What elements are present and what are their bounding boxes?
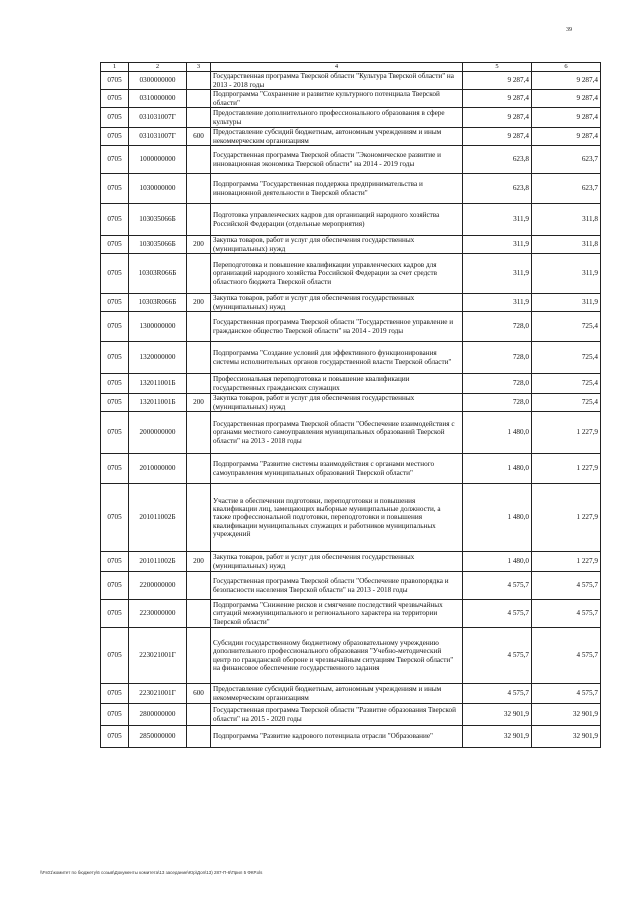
table-row (101, 146, 601, 174)
table-row (101, 174, 601, 204)
code-cell: 0310000000 (129, 90, 187, 108)
table-row (101, 704, 601, 726)
value-cell-5: 728,0 (463, 394, 532, 412)
page-number: 39 (566, 27, 572, 33)
name-cell: Подпрограмма "Сохранение и развитие культурного потенциала Тверской области" (211, 90, 463, 108)
code-cell: 1030000000 (129, 174, 187, 204)
value-cell-5: 9 287,4 (463, 108, 532, 128)
name-cell: Подготовка управленческих кадров для организаций народного хозяйства Российской Федерации (отдельные мероприятия) (211, 204, 463, 236)
header-col-6: 6 (532, 63, 601, 72)
section-cell: 0705 (101, 174, 129, 204)
name-cell: Предоставление субсидий бюджетным, автономным учреждениям и иным некоммерческим организациям (211, 128, 463, 146)
table-row (101, 128, 601, 146)
code-cell: 0300000000 (129, 72, 187, 90)
file-path-footer: \\Fs01\комитет по бюджету\6 созыв\Документы комитета\13 заседание\Юр\Доп\13) 287-П-6\Прил 5 ФКР.xls (40, 870, 263, 875)
section-cell: 0705 (101, 726, 129, 748)
name-cell: Государственная программа Тверской области "Культура Тверской области" на 2013 - 2018 годы (211, 72, 463, 90)
value-cell-5: 1 480,0 (463, 454, 532, 484)
table-row (101, 684, 601, 704)
table-row (101, 600, 601, 628)
type-cell (187, 90, 211, 108)
value-cell-6: 725,4 (532, 374, 601, 394)
value-cell-5: 311,9 (463, 294, 532, 312)
name-cell: Государственная программа Тверской области "Обеспечение правопорядка и безопасности населения Тверской области" на 2013 - 2018 годы (211, 572, 463, 600)
name-cell: Государственная программа Тверской области "Экономическое развитие и инновационная экономика Тверской области" на 2014 - 2019 годы (211, 146, 463, 174)
code-cell: 1320000000 (129, 342, 187, 374)
type-cell (187, 572, 211, 600)
type-cell (187, 342, 211, 374)
type-cell (187, 484, 211, 552)
table-header-row (101, 63, 601, 72)
header-col-2: 2 (129, 63, 187, 72)
type-cell (187, 312, 211, 342)
section-cell: 0705 (101, 628, 129, 684)
value-cell-5: 728,0 (463, 374, 532, 394)
type-cell (187, 374, 211, 394)
value-cell-6: 32 901,9 (532, 704, 601, 726)
name-cell: Профессиональная переподготовка и повышение квалификации государственных гражданских служащих (211, 374, 463, 394)
name-cell: Субсидии государственному бюджетному образовательному учреждению дополнительного профессионального образования "Учебно-методический центр по гражданской обороне и чрезвычайным ситуациям Тверской области" на финансовое обеспечение государственного задания (211, 628, 463, 684)
table-row (101, 454, 601, 484)
value-cell-6: 9 287,4 (532, 72, 601, 90)
section-cell: 0705 (101, 684, 129, 704)
type-cell (187, 72, 211, 90)
name-cell: Подпрограмма "Развитие кадрового потенциала отрасли "Образование" (211, 726, 463, 748)
code-cell: 2850000000 (129, 726, 187, 748)
value-cell-6: 623,7 (532, 146, 601, 174)
value-cell-5: 311,9 (463, 254, 532, 294)
name-cell: Переподготовка и повышение квалификации управленческих кадров для организаций народного хозяйства Российской Федерации за счет средств областного бюджета Тверской области (211, 254, 463, 294)
header-col-4: 4 (211, 63, 463, 72)
section-cell: 0705 (101, 294, 129, 312)
section-cell: 0705 (101, 454, 129, 484)
name-cell: Государственная программа Тверской области "Обеспечение взаимодействия с органами местного самоуправления муниципальных образований Тверской области" на 2013 - 2018 годы (211, 412, 463, 454)
value-cell-5: 1 480,0 (463, 484, 532, 552)
table-row (101, 342, 601, 374)
name-cell: Государственная программа Тверской области "Государственное управление и гражданское общество Тверской области" на 2014 - 2019 годы (211, 312, 463, 342)
section-cell: 0705 (101, 342, 129, 374)
section-cell: 0705 (101, 108, 129, 128)
table-row (101, 412, 601, 454)
value-cell-6: 311,8 (532, 204, 601, 236)
type-cell: 200 (187, 236, 211, 254)
value-cell-5: 9 287,4 (463, 128, 532, 146)
type-cell: 600 (187, 128, 211, 146)
value-cell-6: 1 227,9 (532, 484, 601, 552)
type-cell: 200 (187, 552, 211, 572)
section-cell: 0705 (101, 72, 129, 90)
value-cell-5: 32 901,9 (463, 726, 532, 748)
code-cell: 2200000000 (129, 572, 187, 600)
value-cell-5: 4 575,7 (463, 600, 532, 628)
code-cell: 2010000000 (129, 454, 187, 484)
value-cell-6: 725,4 (532, 342, 601, 374)
table-row (101, 552, 601, 572)
value-cell-5: 32 901,9 (463, 704, 532, 726)
name-cell: Подпрограмма "Государственная поддержка предпринимательства и инновационной деятельности в Тверской области" (211, 174, 463, 204)
code-cell: 103035066Б (129, 204, 187, 236)
name-cell: Участие в обеспечении подготовки, переподготовки и повышения квалификации лиц, замещающих выборные муниципальные должности, а также профессиональной подготовки, переподготовки и повышения квалификации муниципальных служащих и работников муниципальных учреждений (211, 484, 463, 552)
value-cell-6: 1 227,9 (532, 552, 601, 572)
value-cell-6: 311,9 (532, 294, 601, 312)
table-row (101, 236, 601, 254)
value-cell-6: 4 575,7 (532, 572, 601, 600)
value-cell-5: 623,8 (463, 174, 532, 204)
type-cell (187, 204, 211, 236)
name-cell: Подпрограмма "Развитие системы взаимодействия с органами местного самоуправления муниципальных образований Тверской области" (211, 454, 463, 484)
code-cell: 2230000000 (129, 600, 187, 628)
table-row (101, 294, 601, 312)
name-cell: Закупка товаров, работ и услуг для обеспечения государственных (муниципальных) нужд (211, 394, 463, 412)
table-row (101, 254, 601, 294)
section-cell: 0705 (101, 394, 129, 412)
table-row (101, 108, 601, 128)
header-col-5: 5 (463, 63, 532, 72)
section-cell: 0705 (101, 704, 129, 726)
value-cell-6: 1 227,9 (532, 454, 601, 484)
code-cell: 2000000000 (129, 412, 187, 454)
section-cell: 0705 (101, 600, 129, 628)
section-cell: 0705 (101, 128, 129, 146)
type-cell (187, 146, 211, 174)
value-cell-5: 728,0 (463, 312, 532, 342)
value-cell-6: 4 575,7 (532, 628, 601, 684)
name-cell: Закупка товаров, работ и услуг для обеспечения государственных (муниципальных) нужд (211, 294, 463, 312)
value-cell-6: 725,4 (532, 312, 601, 342)
code-cell: 10303R066Б (129, 254, 187, 294)
value-cell-6: 4 575,7 (532, 684, 601, 704)
section-cell: 0705 (101, 552, 129, 572)
section-cell: 0705 (101, 484, 129, 552)
value-cell-5: 728,0 (463, 342, 532, 374)
code-cell: 1300000000 (129, 312, 187, 342)
value-cell-6: 9 287,4 (532, 90, 601, 108)
type-cell (187, 600, 211, 628)
code-cell: 132011001Б (129, 394, 187, 412)
value-cell-5: 4 575,7 (463, 628, 532, 684)
value-cell-6: 311,8 (532, 236, 601, 254)
value-cell-5: 9 287,4 (463, 72, 532, 90)
value-cell-6: 1 227,9 (532, 412, 601, 454)
name-cell: Закупка товаров, работ и услуг для обеспечения государственных (муниципальных) нужд (211, 552, 463, 572)
value-cell-6: 725,4 (532, 394, 601, 412)
table-row (101, 726, 601, 748)
type-cell (187, 254, 211, 294)
type-cell (187, 628, 211, 684)
section-cell: 0705 (101, 572, 129, 600)
table-row (101, 484, 601, 552)
table-row (101, 572, 601, 600)
type-cell (187, 108, 211, 128)
section-cell: 0705 (101, 236, 129, 254)
section-cell: 0705 (101, 146, 129, 174)
type-cell: 200 (187, 294, 211, 312)
type-cell (187, 412, 211, 454)
name-cell: Государственная программа Тверской области "Развитие образования Тверской области" на 2015 - 2020 годы (211, 704, 463, 726)
table-row (101, 72, 601, 90)
code-cell: 2800000000 (129, 704, 187, 726)
section-cell: 0705 (101, 90, 129, 108)
value-cell-6: 32 901,9 (532, 726, 601, 748)
type-cell (187, 174, 211, 204)
type-cell (187, 454, 211, 484)
code-cell: 223021001Г (129, 684, 187, 704)
table-row (101, 374, 601, 394)
value-cell-5: 311,9 (463, 204, 532, 236)
header-col-3: 3 (187, 63, 211, 72)
value-cell-5: 1 480,0 (463, 552, 532, 572)
section-cell: 0705 (101, 412, 129, 454)
table-row (101, 312, 601, 342)
value-cell-5: 1 480,0 (463, 412, 532, 454)
name-cell: Закупка товаров, работ и услуг для обеспечения государственных (муниципальных) нужд (211, 236, 463, 254)
name-cell: Предоставление дополнительного профессионального образования в сфере культуры (211, 108, 463, 128)
section-cell: 0705 (101, 204, 129, 236)
table-row (101, 628, 601, 684)
name-cell: Подпрограмма "Создание условий для эффективного функционирования системы исполнительных органов государственной власти Тверской области" (211, 342, 463, 374)
name-cell: Подпрограмма "Снижение рисков и смягчение последствий чрезвычайных ситуаций межмуниципального и регионального характера на территории Тверской области" (211, 600, 463, 628)
code-cell: 132011001Б (129, 374, 187, 394)
header-col-1: 1 (101, 63, 129, 72)
section-cell: 0705 (101, 312, 129, 342)
value-cell-6: 311,9 (532, 254, 601, 294)
value-cell-5: 4 575,7 (463, 684, 532, 704)
value-cell-5: 4 575,7 (463, 572, 532, 600)
code-cell: 223021001Г (129, 628, 187, 684)
type-cell: 200 (187, 394, 211, 412)
value-cell-6: 9 287,4 (532, 108, 601, 128)
table-row (101, 90, 601, 108)
type-cell (187, 704, 211, 726)
code-cell: 201011002Б (129, 552, 187, 572)
name-cell: Предоставление субсидий бюджетным, автономным учреждениям и иным некоммерческим организациям (211, 684, 463, 704)
budget-table (100, 62, 601, 748)
table-row (101, 204, 601, 236)
code-cell: 1000000000 (129, 146, 187, 174)
type-cell: 600 (187, 684, 211, 704)
value-cell-6: 623,7 (532, 174, 601, 204)
type-cell (187, 726, 211, 748)
code-cell: 201011002Б (129, 484, 187, 552)
value-cell-5: 623,8 (463, 146, 532, 174)
section-cell: 0705 (101, 374, 129, 394)
code-cell: 031031007Г (129, 128, 187, 146)
code-cell: 103035066Б (129, 236, 187, 254)
value-cell-6: 4 575,7 (532, 600, 601, 628)
code-cell: 031031007Г (129, 108, 187, 128)
value-cell-6: 9 287,4 (532, 128, 601, 146)
value-cell-5: 9 287,4 (463, 90, 532, 108)
code-cell: 10303R066Б (129, 294, 187, 312)
table-row (101, 394, 601, 412)
value-cell-5: 311,9 (463, 236, 532, 254)
section-cell: 0705 (101, 254, 129, 294)
